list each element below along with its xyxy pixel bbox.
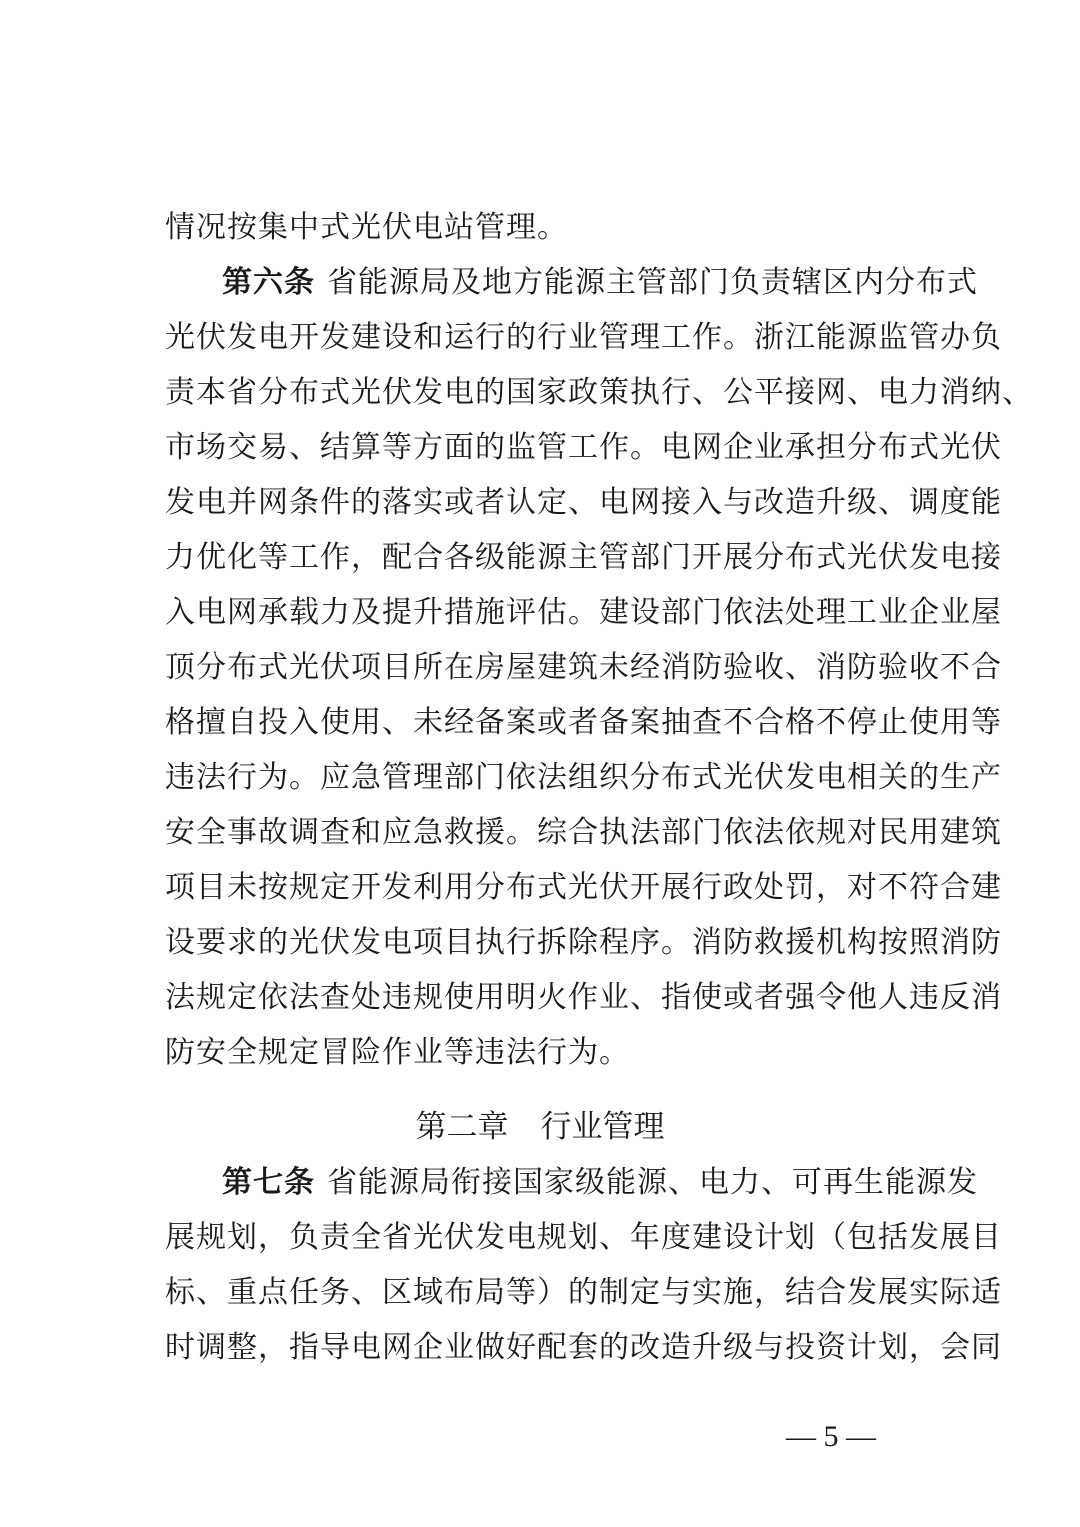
page-number: — 5 —	[786, 1420, 876, 1453]
paragraph-line: 光伏发电开发建设和运行的行业管理工作。浙江能源监管办负	[165, 320, 1002, 355]
article-seven-first-line	[222, 1156, 978, 1210]
article-six-first-line	[222, 256, 978, 310]
paragraph-line: 时调整，指导电网企业做好配套的改造升级与投资计划，会同	[165, 1330, 1002, 1365]
paragraph-line: 市场交易、结算等方面的监管工作。电网企业承担分布式光伏	[165, 430, 1002, 465]
paragraph-line: 力优化等工作，配合各级能源主管部门开展分布式光伏发电接	[165, 540, 1002, 575]
paragraph-line-text: 省能源局及地方能源主管部门负责辖区内分布式	[327, 265, 978, 300]
chapter-number: 第二章	[415, 1109, 509, 1145]
paragraph-line: 顶分布式光伏项目所在房屋建筑未经消防验收、消防验收不合	[165, 650, 1002, 685]
paragraph-line-text: 省能源局衔接国家级能源、电力、可再生能源发	[327, 1165, 978, 1200]
paragraph-line: 责本省分布式光伏发电的国家政策执行、公平接网、电力消纳、	[165, 375, 1033, 410]
paragraph-line: 安全事故调查和应急救援。综合执法部门依法依规对民用建筑	[165, 815, 1002, 850]
paragraph-line: 设要求的光伏发电项目执行拆除程序。消防救援机构按照消防	[165, 925, 1002, 960]
paragraph-line: 发电并网条件的落实或者认定、电网接入与改造升级、调度能	[165, 485, 1002, 520]
article-six-label: 第六条	[222, 265, 315, 300]
paragraph-line: 违法行为。应急管理部门依法组织分布式光伏发电相关的生产	[165, 760, 1002, 795]
article-seven-label: 第七条	[222, 1165, 315, 1200]
chapter-title: 行业管理	[540, 1109, 665, 1145]
paragraph-line: 防安全规定冒险作业等违法行为。	[165, 1035, 630, 1070]
paragraph-line: 项目未按规定开发利用分布式光伏开展行政处罚，对不符合建	[165, 870, 1002, 905]
chapter-heading	[0, 1100, 1080, 1154]
paragraph-line: 格擅自投入使用、未经备案或者备案抽查不合格不停止使用等	[165, 705, 1002, 740]
paragraph-line: 法规定依法查处违规使用明火作业、指使或者强令他人违反消	[165, 980, 1002, 1015]
paragraph-line: 情况按集中式光伏电站管理。	[165, 210, 568, 245]
paragraph-line: 标、重点任务、区域布局等）的制定与实施，结合发展实际适	[165, 1275, 1002, 1310]
paragraph-line: 展规划，负责全省光伏发电规划、年度建设计划（包括发展目	[165, 1220, 1002, 1255]
paragraph-line: 入电网承载力及提升措施评估。建设部门依法处理工业企业屋	[165, 595, 1002, 630]
